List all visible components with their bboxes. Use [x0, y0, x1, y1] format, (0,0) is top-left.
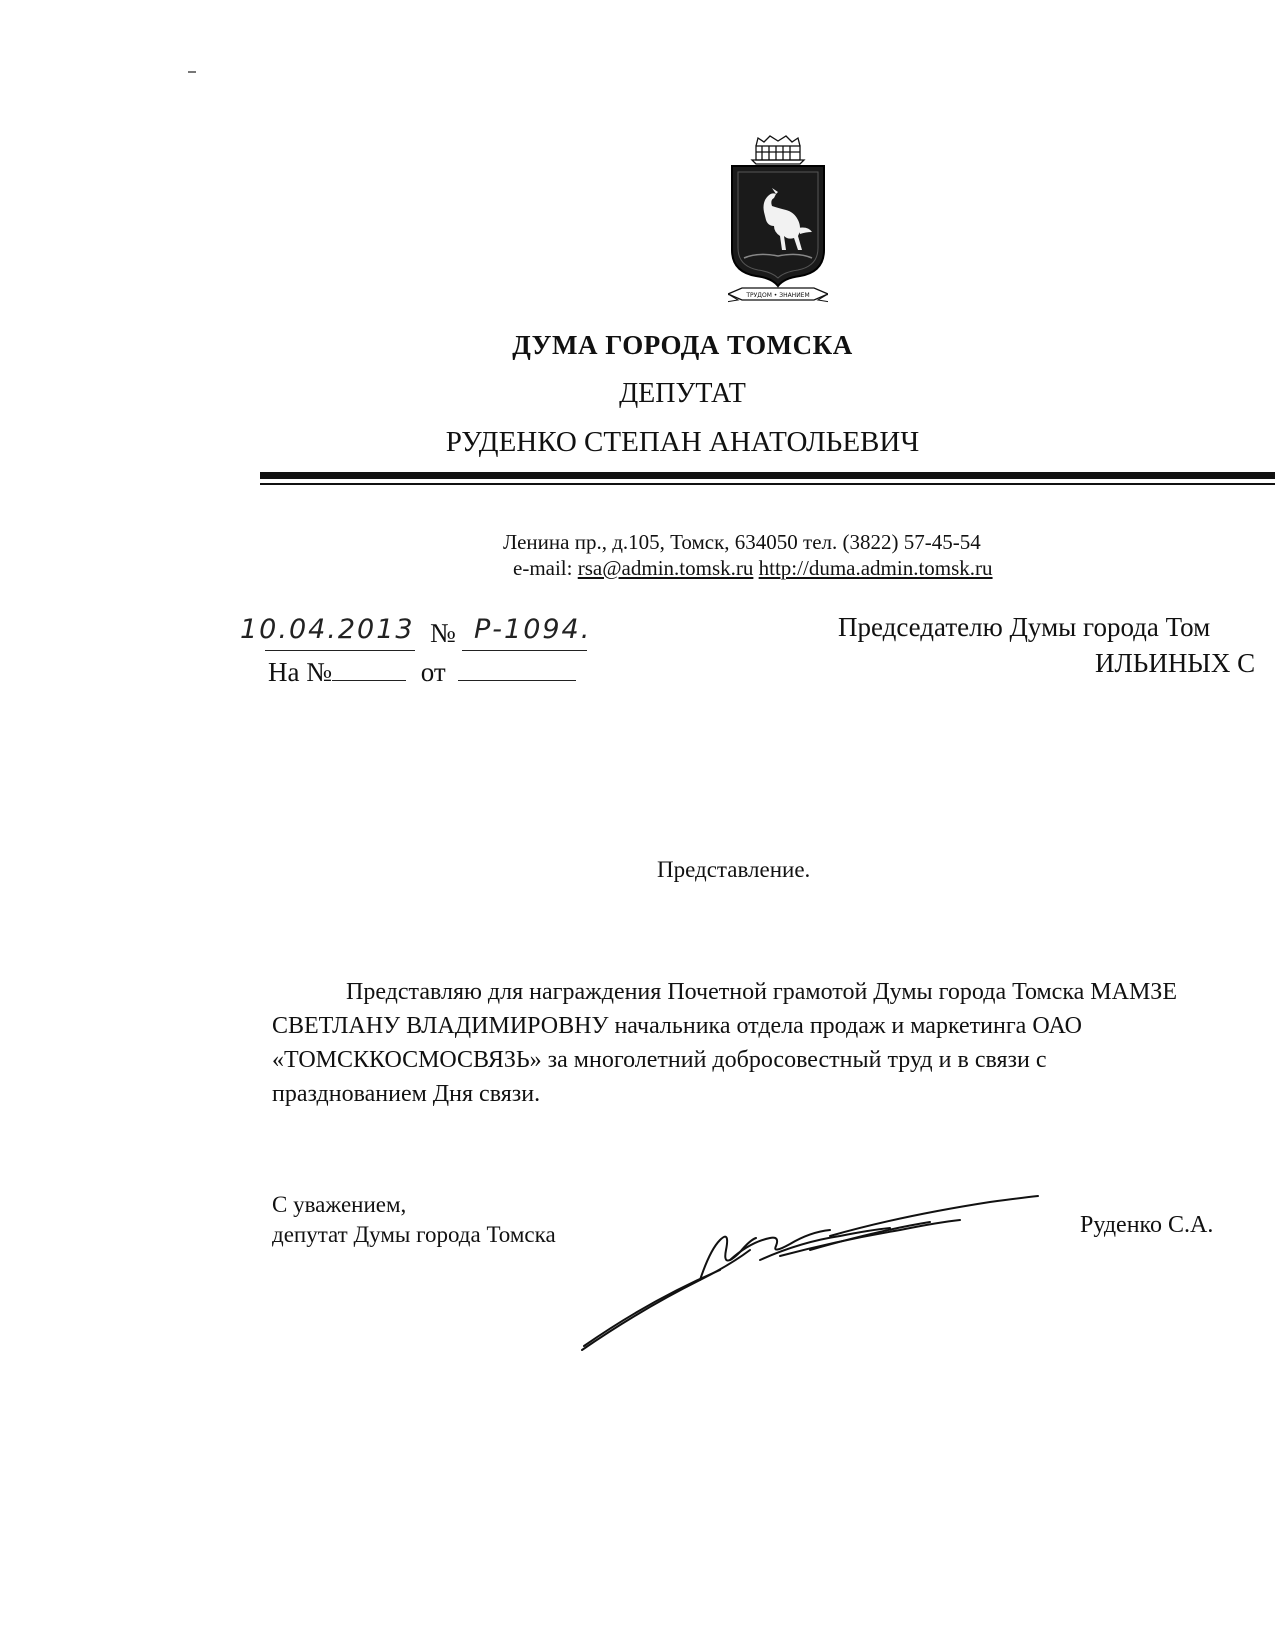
body-line: «ТОМСККОСМОСВЯЗЬ» за многолетний добросовестный труд и в связи с	[272, 1047, 1047, 1073]
letterhead-rule-thin	[260, 483, 1275, 485]
outgoing-date: 10.04.2013	[240, 614, 415, 645]
addressee-position: Председателю Думы города Том	[838, 612, 1211, 642]
body-line: Представляю для награждения Почетной грамотой Думы города Томска МАМЗЕ	[346, 979, 1177, 1005]
postal-address: Ленина пр., д.105, Томск, 634050 тел. (3822) 57-45-54	[503, 530, 981, 554]
city-coat-of-arms-emblem	[728, 132, 828, 312]
email-link[interactable]: rsa@admin.tomsk.ru	[577, 556, 754, 580]
date-underline	[265, 650, 415, 651]
number-underline	[462, 650, 587, 651]
deputy-name: РУДЕНКО СТЕПАН АНАТОЛЬЕВИЧ	[445, 426, 920, 458]
ribbon-motto: ТРУДОМ • ЗНАНИЕМ	[746, 292, 810, 299]
organization-title: ДУМА ГОРОДА ТОМСКА	[512, 330, 853, 360]
contact-line	[513, 556, 993, 581]
reply-date-blank	[458, 658, 576, 681]
reply-reference	[268, 657, 576, 688]
letterhead-rule-thick	[260, 472, 1275, 479]
document-title: Представление.	[657, 857, 811, 882]
body-line: празднованием Дня связи.	[272, 1081, 541, 1107]
scan-speck	[188, 71, 196, 73]
reply-label: На №	[268, 657, 332, 687]
handwritten-signature	[580, 1190, 1040, 1355]
outgoing-number: Р-1094.	[474, 614, 592, 645]
addressee-name: ИЛЬИНЫХ С	[1095, 648, 1256, 678]
crown-icon	[752, 136, 804, 164]
closing-greeting: С уважением,	[272, 1192, 407, 1217]
number-sign: №	[430, 618, 456, 648]
document-body	[272, 975, 1275, 1111]
website-link[interactable]: http://duma.admin.tomsk.ru	[758, 556, 993, 580]
email-label: e-mail:	[513, 556, 573, 580]
closing-title: депутат Думы города Томска	[272, 1222, 556, 1247]
ribbon-icon	[728, 288, 828, 302]
signer-name: Руденко С.А.	[1080, 1212, 1214, 1238]
body-line: СВЕТЛАНУ ВЛАДИМИРОВНУ начальника отдела продаж и маркетинга ОАО	[272, 1013, 1082, 1039]
from-label: от	[420, 657, 446, 687]
reply-number-blank	[332, 658, 406, 681]
deputy-role: ДЕПУТАТ	[619, 378, 746, 409]
